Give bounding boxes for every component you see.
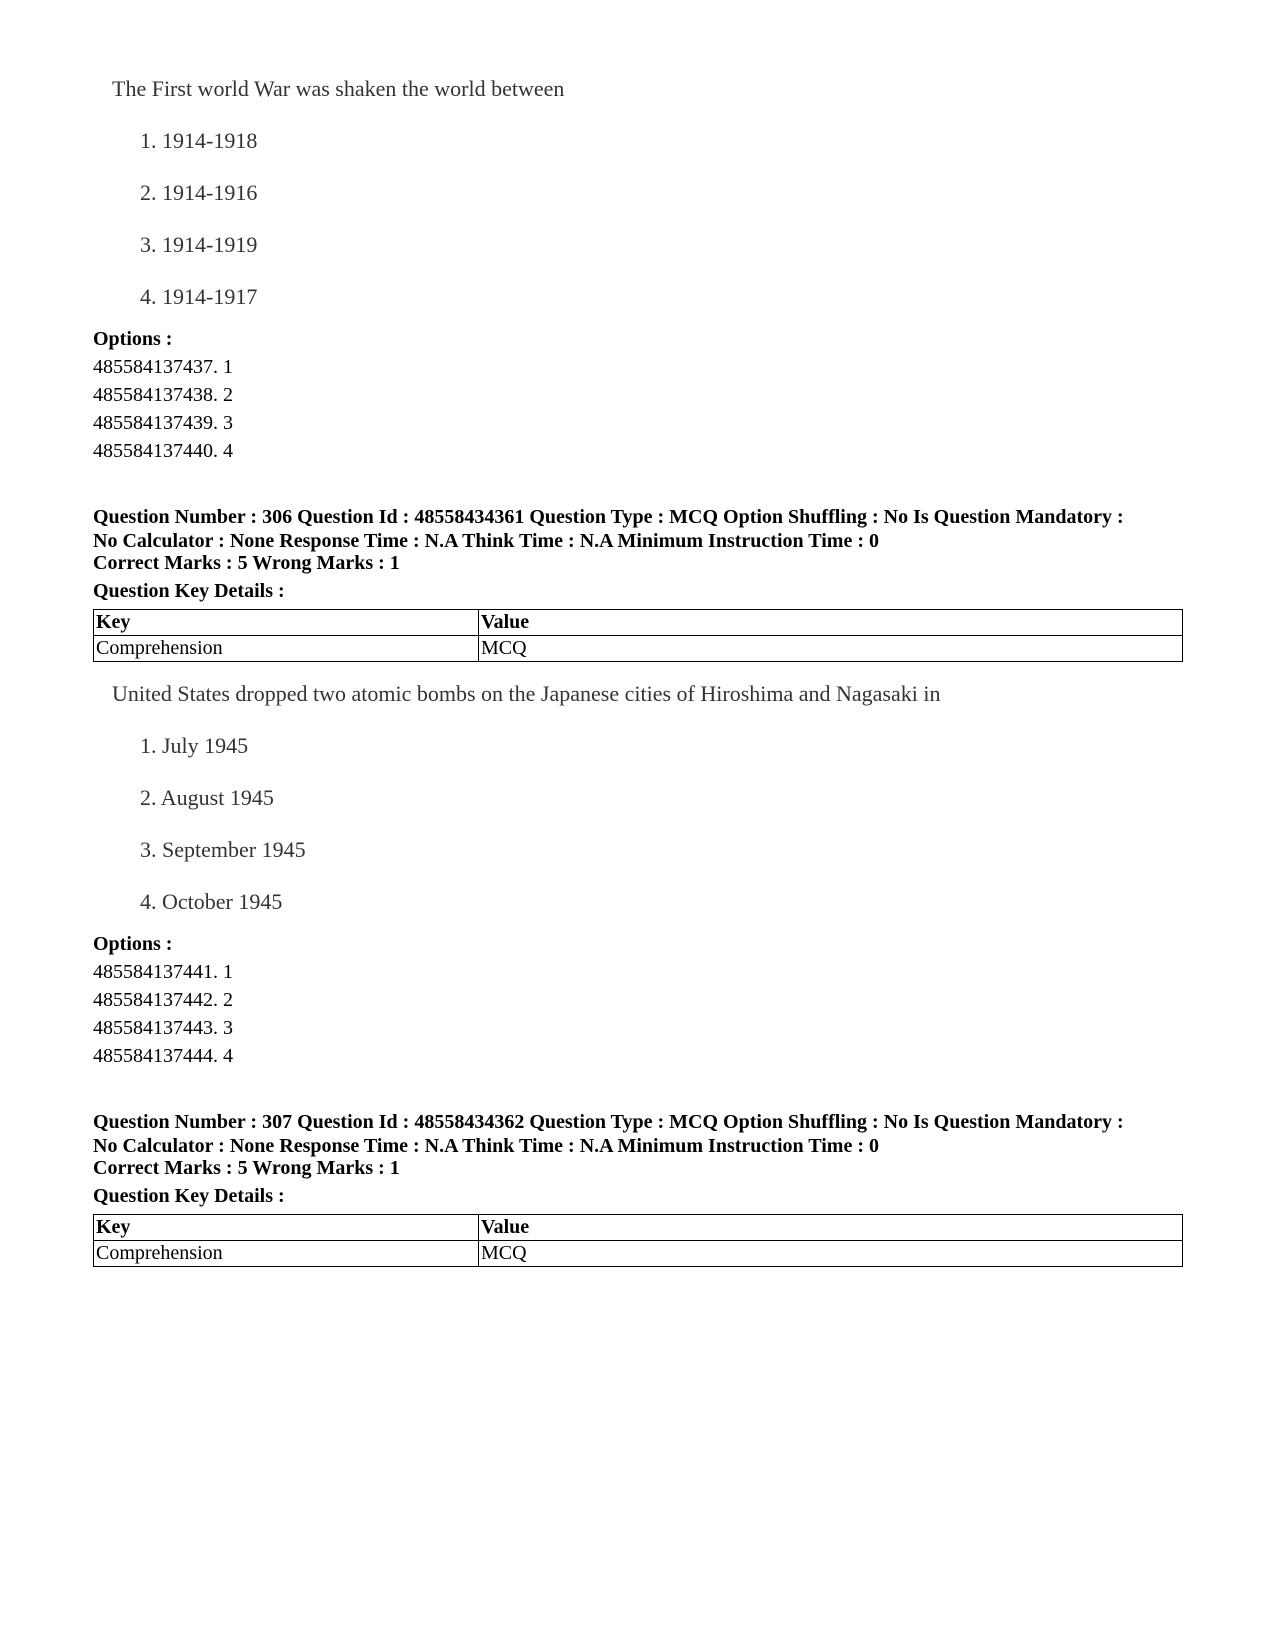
option-id-2: 485584137438. 2: [93, 384, 233, 406]
choice-4: 4. October 1945: [140, 889, 283, 914]
value-header: Value: [479, 610, 1183, 636]
table-row: [94, 636, 1183, 662]
question-meta: [93, 505, 1193, 553]
question-text: The First world War was shaken the world between: [112, 76, 565, 101]
value-header: Value: [479, 1215, 1183, 1241]
key-details-table: [93, 609, 1183, 662]
marks-line: Correct Marks : 5 Wrong Marks : 1: [93, 552, 400, 574]
option-id-1: 485584137437. 1: [93, 356, 233, 378]
key-cell: Comprehension: [94, 1241, 479, 1267]
key-details-label: Question Key Details :: [93, 1185, 285, 1207]
value-cell: MCQ: [479, 636, 1183, 662]
choice-3: 3. 1914-1919: [140, 232, 258, 257]
option-id-4: 485584137440. 4: [93, 440, 233, 462]
option-id-4: 485584137444. 4: [93, 1045, 233, 1067]
option-id-3: 485584137439. 3: [93, 412, 233, 434]
key-cell: Comprehension: [94, 636, 479, 662]
question-meta-line2: No Calculator : None Response Time : N.A Think Time : N.A Minimum Instruction Time : 0: [93, 530, 879, 552]
choice-2: 2. 1914-1916: [140, 180, 258, 205]
key-details-table: [93, 1214, 1183, 1267]
question-meta-line1: Question Number : 306 Question Id : 48558434361 Question Type : MCQ Option Shuffling : No Is Question Mandatory :: [93, 506, 1124, 528]
table-header-row: [94, 610, 1183, 636]
choice-3: 3. September 1945: [140, 837, 306, 862]
option-id-2: 485584137442. 2: [93, 989, 233, 1011]
choice-4: 4. 1914-1917: [140, 284, 258, 309]
question-meta-line2: No Calculator : None Response Time : N.A Think Time : N.A Minimum Instruction Time : 0: [93, 1135, 879, 1157]
choice-1: 1. July 1945: [140, 733, 249, 758]
question-text: United States dropped two atomic bombs on the Japanese cities of Hiroshima and Nagasaki in: [112, 681, 941, 706]
key-header: Key: [94, 1215, 479, 1241]
options-label: Options :: [93, 933, 173, 955]
table-header-row: [94, 1215, 1183, 1241]
options-label: Options :: [93, 328, 173, 350]
marks-line: Correct Marks : 5 Wrong Marks : 1: [93, 1157, 400, 1179]
value-cell: MCQ: [479, 1241, 1183, 1267]
question-meta-line1: Question Number : 307 Question Id : 48558434362 Question Type : MCQ Option Shuffling : No Is Question Mandatory :: [93, 1111, 1124, 1133]
key-header: Key: [94, 610, 479, 636]
option-id-1: 485584137441. 1: [93, 961, 233, 983]
key-details-label: Question Key Details :: [93, 580, 285, 602]
option-id-3: 485584137443. 3: [93, 1017, 233, 1039]
choice-2: 2. August 1945: [140, 785, 274, 810]
table-row: [94, 1241, 1183, 1267]
choice-1: 1. 1914-1918: [140, 128, 258, 153]
question-meta: [93, 1110, 1193, 1158]
